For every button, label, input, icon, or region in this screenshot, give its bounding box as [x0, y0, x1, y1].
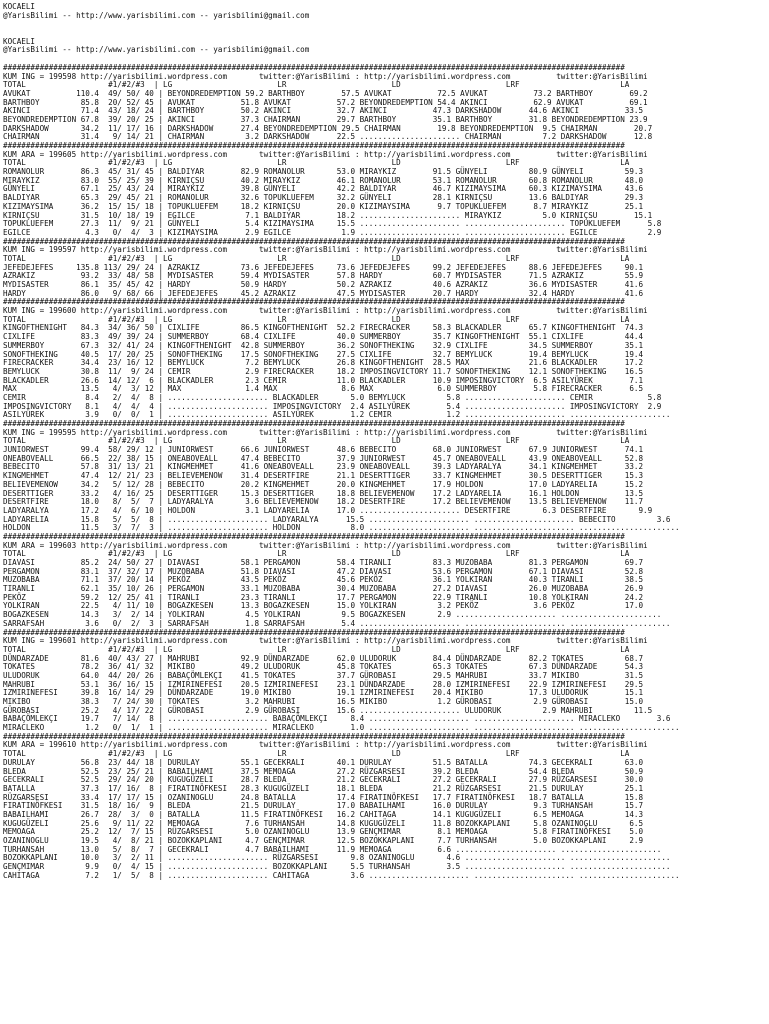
race-header-line: KUM ARA = 199603 http://yarisbilimi.wordpress.com twitter:@YarisBilimi : http://yarisbilimi.wordpress.com twitter:@YarisBilimi [3, 540, 648, 550]
result-row: BOZOKKAPLANI 10.0 3/ 2/ 11 | ...................... RÜZGARSESI 9.8 OZANINOGLU 4.6 ...................... ...................... [3, 853, 671, 863]
result-row: HOLDON 11.5 3/ 7/ 3 | ...................... HOLDON 8.0 ...................... ...................... ...................... [3, 523, 680, 533]
result-row: ULUDORUK 64.0 44/ 20/ 26 | BABAÇÖMLEKÇI 41.5 TOKATES 37.7 GÜROBASI 29.5 MAHRUBI 33.7 MIKIBO 31.5 [3, 670, 644, 680]
result-row: LADYARALYA 17.2 4/ 6/ 10 | HOLDON 3.1 LADYARELIA 17.0 ...................... DESERTFIRE 6.3 DESERTFIRE 9.9 [3, 505, 653, 515]
result-row: RÜZGARSESI 33.4 17/ 17/ 15 | OZANINOGLU 24.8 BATALLA 17.4 FIRATINÖFKESI 17.7 FIRATINÖFKESI 18.7 BATALLA 15.8 [3, 792, 644, 802]
column-header-line: TOTAL #1/#2/#3 | LG LR LD LRF LA [3, 749, 630, 759]
result-row: TURHANSAH 13.0 5/ 8/ 7 | GECEKRALI 4.7 BABAILHAMI 11.9 MEMOAGA 6.6 ...................... ...................... [3, 844, 662, 854]
contact-line: @YarisBilimi -- http://www.yarisbilimi.com -- yarisbilimi@gmail.com [3, 45, 310, 55]
result-row: IMPOSINGVICTORY 8.1 4/ 4/ 4 | ...................... IMPOSINGVICTORY 2.4 ASILYÜREK 5.4 ...................... IMPOSINGVICTORY 2.9 [3, 401, 662, 411]
result-row: MIRACLEKO 1.2 0/ 1/ 1 | ...................... MIRACLEKO 1.0 ...................... ...................... ...................... [3, 723, 680, 733]
result-row: DESERTTIGER 33.2 4/ 16/ 25 | DESERTTIGER 15.3 DESERTTIGER 18.8 BELIEVEMENOW 17.2 LADYARELIA 16.1 HOLDON 13.5 [3, 488, 644, 498]
result-row: BLEDA 52.5 23/ 25/ 21 | BABAILHAMI 37.5 MEMOAGA 27.2 RÜZGARSESI 39.2 BLEDA 54.4 BLEDA 50.9 [3, 766, 644, 776]
result-row: KIRNIÇSU 31.5 10/ 18/ 19 | EGILCE 7.1 BALDIYAR 18.2 ...................... MIRAYKIZ 5.0 KIRNIÇSU 15.1 [3, 210, 653, 220]
separator-line: ######################################################################################################################################## [3, 236, 625, 246]
result-row: JUNIORWEST 99.4 58/ 29/ 12 | JUNIORWEST 66.6 JUNIORWEST 48.6 BEBECITO 68.0 JUNIORWEST 67.9 JUNIORWEST 74.1 [3, 445, 644, 455]
result-row: DÜNDARZADE 81.6 40/ 43/ 27 | MAHRUBI 92.9 DÜNDARZADE 62.0 ULUDORUK 84.4 DÜNDARZADE 82.2 TOKATES 68.7 [3, 653, 644, 663]
result-row: SONOFTHEKING 40.5 17/ 20/ 25 | SONOFTHEKING 17.5 SONOFTHEKING 27.5 CIXLIFE 32.7 BEMYLUCK 19.4 BEMYLUCK 19.4 [3, 349, 644, 359]
column-header-line: TOTAL #1/#2/#3 | LG LR LD LRF LA [3, 644, 630, 654]
result-row: BELIEVEMENOW 34.2 5/ 12/ 28 | BEBECITO 20.2 KINGMEHMET 20.0 KINGMEHMET 17.9 HOLDON 17.0 LADYARELIA 15.2 [3, 479, 644, 489]
result-row: DARKSHADOW 34.2 11/ 17/ 16 | DARKSHADOW 27.4 BEYONDREDEMPTION 29.5 CHAIRMAN 19.8 BEYONDREDEMPTION 9.5 CHAIRMAN 20.7 [3, 123, 653, 133]
race-header-line: KUM ING = 199598 http://yarisbilimi.wordpress.com twitter:@YarisBilimi : http://yarisbilimi.wordpress.com twitter:@YarisBilimi [3, 71, 648, 81]
result-row: JEFEDEJEFES 135.8 113/ 29/ 24 | AZRAKIZ 73.6 JEFEDEJEFES 73.6 JEFEDEJEFES 99.2 JEFEDEJEFES 88.6 JEFEDEJEFES 90.1 [3, 262, 644, 272]
result-row: LADYARELIA 15.8 5/ 5/ 8 | ...................... LADYARALYA 15.5 ...................... ...................... BEBECITO 3.6 [3, 514, 671, 524]
result-row: PEKÖZ 59.2 12/ 25/ 41 | TIRANLI 23.3 TIRANLI 17.7 PERGAMON 22.9 TIRANLI 10.8 YOLKIRAN 24.2 [3, 592, 644, 602]
location-title: KOCAELI [3, 2, 36, 11]
result-row: MAHRUBI 53.1 36/ 16/ 15 | IZMIRINEFESI 20.5 IZMIRINEFESI 23.1 DÜNDARZADE 28.0 IZMIRINEFESI 22.9 IZMIRINEFESI 29.5 [3, 679, 644, 689]
result-row: TOPUKLUEFEM 27.3 11/ 9/ 21 | GÜNYELI 5.4 KIZIMAYSIMA 15.5 ...................... ...................... TOPUKLUEFEM 5.8 [3, 219, 662, 229]
result-row: BARTHBOY 85.8 20/ 52/ 45 | AVUKAT 51.8 AVUKAT 57.2 BEYONDREDEMPTION 54.4 AKINCI 62.9 AVUKAT 69.1 [3, 97, 648, 107]
column-header-line: TOTAL #1/#2/#3 | LG LR LD LRF LA [3, 314, 630, 324]
result-row: IZMIRINEFESI 39.8 16/ 14/ 29 | DÜNDARZADE 19.0 MIKIBO 19.1 IZMIRINEFESI 20.4 MIKIBO 17.3 ULUDORUK 15.1 [3, 688, 644, 698]
result-row: MIKIBO 38.3 7/ 24/ 30 | TOKATES 3.2 MAHRUBI 16.5 MIKIBO 1.2 GÜROBASI 2.9 GÜROBASI 15.0 [3, 697, 644, 706]
separator-line: ######################################################################################################################################## [3, 731, 625, 741]
result-row: ONEABOVEALL 66.5 22/ 38/ 15 | ONEABOVEALL 47.4 BEBECITO 37.9 JUNIORWEST 45.7 ONEABOVEALL 43.9 ONEABOVEALL 52.8 [3, 453, 644, 463]
result-row: KIZIMAYSIMA 36.2 15/ 15/ 18 | TOPUKLUEFEM 18.2 KIRNIÇSU 20.0 KIZIMAYSIMA 9.7 TOPUKLUEFEM 8.7 MIRAYKIZ 25.1 [3, 201, 644, 211]
result-row: BABAILHAMI 26.7 28/ 3/ 0 | BATALLA 11.5 FIRATINÖFKESI 16.2 CAHITAGA 14.1 KUGUGÜZELI 6.5 MEMOAGA 14.3 [3, 809, 644, 819]
location-title: KOCAELI [3, 36, 36, 46]
result-row: AZRAKIZ 93.2 33/ 48/ 58 | MYDISASTER 59.4 MYDISASTER 57.8 HARDY 60.7 MYDISASTER 71.5 AZRAKIZ 55.9 [3, 271, 644, 281]
result-row: BEMYLUCK 30.8 11/ 9/ 24 | CEMIR 2.9 FIRECRACKER 18.2 IMPOSINGVICTORY 11.7 SONOFTHEKING 12.1 SONOFTHEKING 16.5 [3, 366, 644, 376]
blank-line [3, 29, 769, 38]
blank-line [3, 20, 769, 29]
race-header-line: KUM ING = 199597 http://yarisbilimi.wordpress.com twitter:@YarisBilimi : http://yarisbilimi.wordpress.com twitter:@YarisBilimi [3, 245, 648, 255]
result-row: TIRANLI 62.1 35/ 10/ 26 | PERGAMON 33.1 MUZOBABA 30.4 MUZOBABA 27.2 DIAVASI 26.0 MUZOBABA 26.9 [3, 584, 644, 594]
result-row: BOGAZKESEN 14.3 3/ 2/ 14 | YOLKIRAN 4.5 YOLKIRAN 9.5 BOGAZKESEN 2.9 ...................... ...................... [3, 610, 662, 620]
separator-line: ######################################################################################################################################## [3, 627, 625, 637]
result-row: CEMIR 8.4 2/ 4/ 8 | ...................... BLACKADLER 5.0 BEMYLUCK 5.8 ...................... CEMIR 5.8 [3, 392, 662, 402]
result-row: MIRAYKIZ 83.0 55/ 25/ 39 | KIRNIÇSU 40.2 MIRAYKIZ 46.1 ROMANOLUR 53.1 ROMANOLUR 60.8 ROMANOLUR 48.0 [3, 175, 644, 185]
separator-line: ######################################################################################################################################## [3, 297, 625, 307]
result-row: BEBECITO 57.8 31/ 13/ 21 | KINGMEHMET 41.6 ONEABOVEALL 23.9 ONEABOVEALL 39.3 LADYARALYA 34.1 KINGMEHMET 33.2 [3, 462, 644, 472]
result-row: GECEKRALI 52.5 29/ 24/ 20 | KUGUGÜZELI 28.7 BLEDA 21.2 GECEKRALI 27.2 GECEKRALI 27.9 RÜZGARSESI 30.0 [3, 775, 644, 785]
result-row: BABAÇÖMLEKÇI 19.7 7/ 14/ 8 | ...................... BABAÇÖMLEKÇI 8.4 ...................... ...................... MIRACLEKO 3.6 [3, 714, 671, 724]
result-row: ASILYÜREK 3.9 0/ 0/ 1 | ...................... ASILYÜREK 1.2 CEMIR 1.2 ...................... ...................... [3, 410, 671, 420]
result-row: PERGAMON 83.1 37/ 32/ 17 | MUZOBABA 51.8 DIAVASI 47.2 DIAVASI 53.6 PERGAMON 67.1 DIAVASI 52.8 [3, 566, 644, 576]
column-header-line: TOTAL #1/#2/#3 | LG LR LD LRF LA [3, 436, 630, 446]
result-row: TOKATES 78.2 36/ 41/ 32 | MIKIBO 49.2 ULUDORUK 45.8 TOKATES 65.3 TOKATES 67.3 DÜNDARZADE 54.3 [3, 662, 644, 672]
column-header-line: TOTAL #1/#2/#3 | LG LR LD LRF LA [3, 549, 630, 559]
result-row: MEMOAGA 25.2 12/ 7/ 15 | RÜZGARSESI 5.0 OZANINOGLU 13.9 GENÇMIMAR 8.1 MEMOAGA 5.8 FIRATINÖFKESI 5.0 [3, 827, 644, 837]
result-row: AKINCI 71.4 43/ 18/ 24 | BARTHBOY 50.2 AKINCI 32.7 AKINCI 47.3 DARKSHADOW 44.6 AKINCI 33.5 [3, 106, 644, 116]
result-row: GÜROBASI 25.2 4/ 17/ 22 | GÜROBASI 2.9 GÜROBASI 15.6 ...................... ULUDORUK 2.9 MAHRUBI 11.5 [3, 705, 653, 715]
race-header-line: KUM ING = 199595 http://yarisbilimi.wordpress.com twitter:@YarisBilimi : http://yarisbilimi.wordpress.com twitter:@YarisBilimi [3, 427, 648, 437]
separator-line: ######################################################################################################################################## [3, 62, 625, 72]
result-row: BATALLA 37.3 17/ 16/ 8 | FIRATINÖFKESI 28.3 KUGUGÜZELI 18.1 BLEDA 21.2 RÜZGARSESI 21.5 DURULAY 25.1 [3, 783, 644, 793]
result-row: CHAIRMAN 31.4 9/ 14/ 21 | CHAIRMAN 3.2 DARKSHADOW 22.5 ...................... CHAIRMAN 7.2 DARKSHADOW 12.8 [3, 132, 653, 142]
result-row: FIRATINÖFKESI 31.5 18/ 16/ 9 | BLEDA 21.5 DURULAY 17.0 BABAILHAMI 16.0 DURULAY 9.3 TURHANSAH 15.7 [3, 801, 644, 811]
race-header-line: KUM ARA = 199610 http://yarisbilimi.wordpress.com twitter:@YarisBilimi : http://yarisbilimi.wordpress.com twitter:@YarisBilimi [3, 740, 648, 750]
result-row: SUMMERBOY 67.3 32/ 41/ 24 | KINGOFTHENIGHT 42.8 SUMMERBOY 36.2 SONOFTHEKING 32.9 CIXLIFE 34.5 SUMMERBOY 35.1 [3, 340, 644, 350]
result-row: MUZOBABA 71.1 37/ 20/ 14 | PEKÖZ 43.5 PEKÖZ 45.6 PEKÖZ 36.1 YOLKIRAN 40.3 TIRANLI 38.5 [3, 575, 644, 585]
column-header-line: TOTAL #1/#2/#3 | LG LR LD LRF LA [3, 253, 630, 263]
separator-line: ######################################################################################################################################## [3, 141, 625, 150]
result-row: ROMANOLUR 86.3 45/ 31/ 45 | BALDIYAR 82.9 ROMANOLUR 53.0 MIRAYKIZ 91.5 GÜNYELI 80.9 GÜNYELI 59.3 [3, 167, 644, 177]
result-row: BLACKADLER 26.6 14/ 12/ 6 | BLACKADLER 2.3 CEMIR 11.0 BLACKADLER 10.9 IMPOSINGVICTORY 6.5 ASILYÜREK 7.1 [3, 375, 644, 385]
column-header-line: TOTAL #1/#2/#3 | LG LR LD LRF LA [3, 158, 630, 168]
result-row: GENÇMIMAR 9.9 0/ 4/ 15 | ...................... BOZOKKAPLANI 5.5 TURHANSAH 3.5 ...................... ...................... [3, 862, 671, 872]
result-row: DESERTFIRE 18.0 8/ 5/ 7 | LADYARALYA 3.6 BELIEVEMENOW 18.2 DESERTFIRE 17.2 BELIEVEMENOW 13.5 BELIEVEMENOW 11.7 [3, 497, 644, 507]
column-header-line: TOTAL #1/#2/#3 | LG LR LD LRF LA [3, 80, 630, 90]
result-row: DIAVASI 85.2 24/ 50/ 27 | DIAVASI 58.1 PERGAMON 58.4 TIRANLI 83.3 MUZOBABA 81.3 PERGAMON 69.7 [3, 558, 644, 567]
race-header-line: KUM ARA = 199605 http://yarisbilimi.wordpress.com twitter:@YarisBilimi : http://yarisbilimi.wordpress.com twitter:@YarisBilimi [3, 149, 648, 159]
result-row: CAHITAGA 7.2 1/ 5/ 8 | ...................... CAHITAGA 3.6 ...................... ...................... ...................... [3, 870, 680, 880]
result-row: FIRECRACKER 34.4 23/ 16/ 12 | BEMYLUCK 7.2 BEMYLUCK 26.8 KINGOFTHENIGHT 28.5 MAX 21.6 BLACKADLER 17.2 [3, 358, 644, 368]
result-row: GÜNYELI 67.1 25/ 43/ 24 | MIRAYKIZ 39.8 GÜNYELI 42.2 BALDIYAR 46.7 KIZIMAYSIMA 60.3 KIZIMAYSIMA 43.6 [3, 184, 644, 194]
separator-line: ######################################################################################################################################## [3, 419, 625, 428]
result-row: BALDIYAR 65.3 29/ 45/ 21 | ROMANOLUR 32.6 TOPUKLUEFEM 32.2 GÜNYELI 28.1 KIRNIÇSU 13.6 BALDIYAR 29.3 [3, 193, 644, 203]
result-row: SARRAFSAH 3.6 0/ 2/ 3 | SARRAFSAH 1.8 SARRAFSAH 5.4 ...................... ...................... ...................... [3, 618, 671, 628]
result-row: DURULAY 56.8 23/ 44/ 18 | DURULAY 55.1 GECEKRALI 40.1 DURULAY 51.5 BATALLA 74.3 GECEKRALI 63.0 [3, 757, 644, 767]
result-row: OZANINOGLU 19.5 4/ 8/ 21 | BOZOKKAPLANI 4.7 GENÇMIMAR 12.5 BOZOKKAPLANI 7.7 TURHANSAH 5.0 BOZOKKAPLANI 2.9 [3, 836, 644, 845]
result-row: KUGUGÜZELI 25.6 9/ 11/ 22 | MEMOAGA 7.6 TURHANSAH 14.8 KUGUGÜZELI 11.8 BOZOKKAPLANI 5.8 OZANINOGLU 6.5 [3, 818, 644, 828]
result-row: CIXLIFE 83.3 49/ 39/ 24 | SUMMERBOY 68.4 CIXLIFE 40.0 SUMMERBOY 35.7 KINGOFTHENIGHT 55.1 CIXLIFE 44.4 [3, 332, 644, 342]
race-header-line: KUM ING = 199601 http://yarisbilimi.wordpress.com twitter:@YarisBilimi : http://yarisbilimi.wordpress.com twitter:@YarisBilimi [3, 636, 648, 646]
result-row: BEYONDREDEMPTION 67.8 39/ 20/ 25 | AKINCI 37.3 CHAIRMAN 29.7 BARTHBOY 35.1 BARTHBOY 31.8 BEYONDREDEMPTION 23.9 [3, 114, 648, 124]
race-header-line: KUM ING = 199600 http://yarisbilimi.wordpress.com twitter:@YarisBilimi : http://yarisbilimi.wordpress.com twitter:@YarisBilimi [3, 306, 648, 316]
result-row: MYDISASTER 86.1 35/ 45/ 42 | HARDY 50.9 HARDY 50.2 AZRAKIZ 40.6 AZRAKIZ 36.6 MYDISASTER 41.6 [3, 280, 644, 289]
contact-line: @YarisBilimi -- http://www.yarisbilimi.com -- yarisbilimi@gmail.com [3, 10, 310, 20]
result-row: MAX 13.5 4/ 3/ 12 | MAX 1.4 MAX 8.6 MAX 6.0 SUMMERBOY 5.8 FIRECRACKER 6.5 [3, 384, 644, 394]
result-row: YOLKIRAN 22.5 4/ 11/ 10 | BOGAZKESEN 13.3 BOGAZKESEN 15.0 YOLKIRAN 3.2 PEKÖZ 3.6 PEKÖZ 17.0 [3, 601, 644, 611]
result-row: KINGMEHMET 47.4 12/ 21/ 23 | BELIEVEMENOW 31.4 DESERTFIRE 21.1 DESERTTIGER 33.7 KINGMEHMET 30.5 DESERTTIGER 15.3 [3, 471, 644, 481]
separator-line: ######################################################################################################################################## [3, 531, 625, 541]
result-row: KINGOFTHENIGHT 84.3 34/ 36/ 50 | CIXLIFE 86.5 KINGOFTHENIGHT 52.2 FIRECRACKER 58.3 BLACKADLER 65.7 KINGOFTHENIGHT 74.3 [3, 323, 644, 333]
result-row: EGILCE 4.3 0/ 4/ 3 | KIZIMAYSIMA 2.9 EGILCE 1.9 ...................... ...................... EGILCE 2.9 [3, 227, 662, 237]
result-row: AVUKAT 110.4 49/ 50/ 40 | BEYONDREDEMPTION 59.2 BARTHBOY 57.5 AVUKAT 72.5 AVUKAT 73.2 BARTHBOY 69.2 [3, 88, 648, 98]
result-row: HARDY 86.0 9/ 68/ 66 | JEFEDEJEFES 45.2 AZRAKIZ 47.5 MYDISASTER 20.7 HARDY 32.4 HARDY 41.6 [3, 288, 644, 298]
